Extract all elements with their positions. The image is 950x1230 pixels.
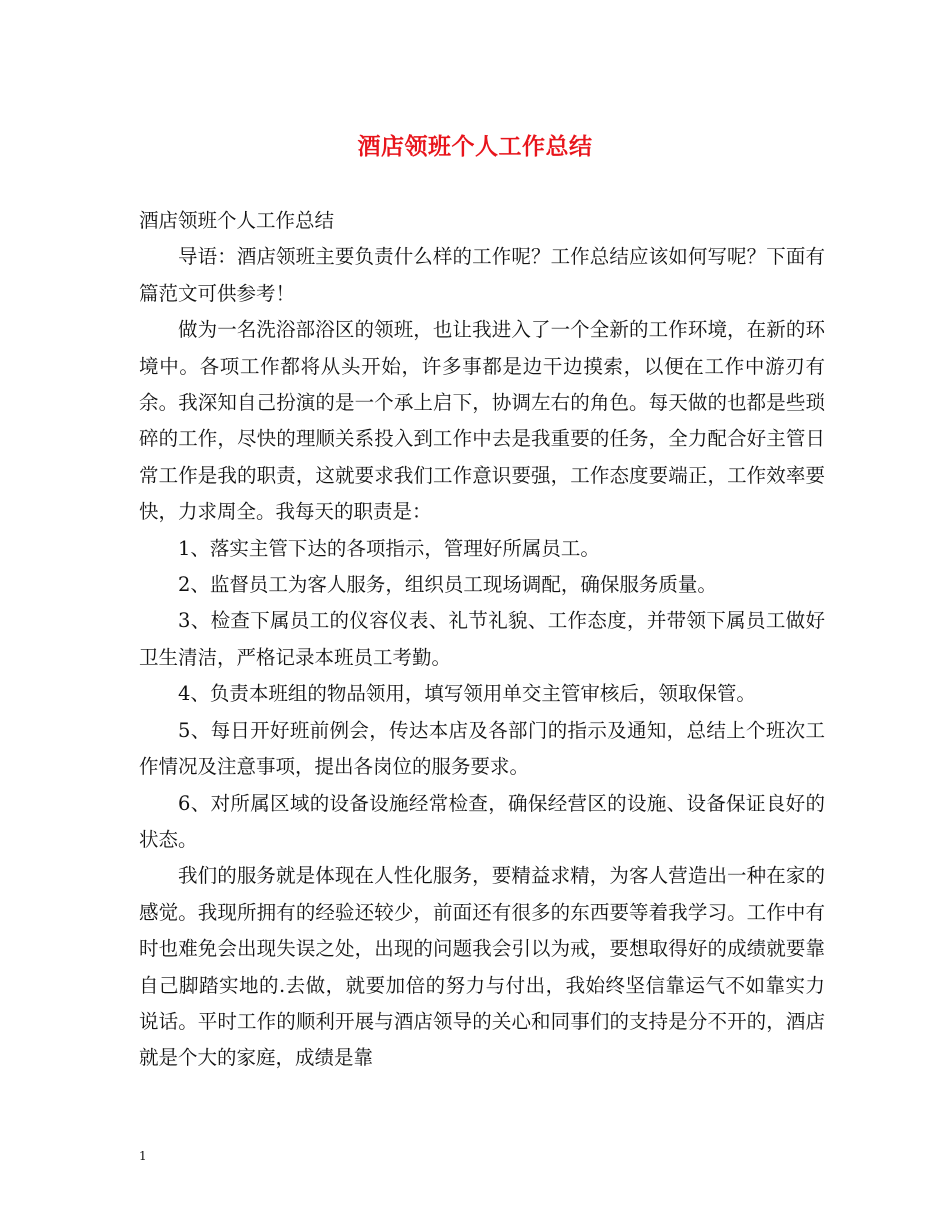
duty-item: 3、检查下属员工的仪容仪表、礼节礼貌、工作态度，并带领下属员工做好卫生清洁，严格记录本班员工考勤。 bbox=[139, 609, 825, 669]
intro-paragraph: 导语：酒店领班主要负责什么样的工作呢？工作总结应该如何写呢？下面有篇范文可供参考！ bbox=[139, 245, 825, 305]
duty-item: 4、负责本班组的物品领用，填写领用单交主管审核后，领取保管。 bbox=[178, 682, 756, 706]
duty-item: 5、每日开好班前例会，传达本店及各部门的指示及通知，总结上个班次工作情况及注意事项，提出各岗位的服务要求。 bbox=[139, 718, 825, 779]
duty-item: 1、落实主管下达的各项指示，管理好所属员工。 bbox=[178, 536, 600, 560]
page-number: 1 bbox=[139, 1149, 147, 1163]
body-paragraph: 我们的服务就是体现在人性化服务，要精益求精，为客人营造出一种在家的感觉。我现所拥有的经验还较少，前面还有很多的东西要等着我学习。工作中有时也难免会出现失误之处，出现的问题我会引以为戒，要想取得好的成绩就要靠自己脚踏实地的.去做，就要加倍的努力与付出，我始终坚信靠运气不如靠实力说话。平时工作的顺利开展与酒店领导的关心和同事们的支持是分不开的，酒店就是个大的家庭，成绩是靠 bbox=[139, 864, 825, 1070]
duty-item: 2、监督员工为客人服务，组织员工现场调配，确保服务质量。 bbox=[178, 573, 717, 597]
document-title: 酒店领班个人工作总结 bbox=[357, 133, 593, 160]
duty-item: 6、对所属区域的设备设施经常检查，确保经营区的设施、设备保证良好的状态。 bbox=[139, 791, 825, 851]
subtitle-line: 酒店领班个人工作总结 bbox=[139, 209, 335, 232]
body-paragraph: 做为一名洗浴部浴区的领班，也让我进入了一个全新的工作环境，在新的环境中。各项工作都将从头开始，许多事都是边干边摸索，以便在工作中游刃有余。我深知自己扮演的是一个承上启下，协调左右的角色。每天做的也都是些琐碎的工作，尽快的理顺关系投入到工作中去是我重要的任务，全力配合好主管日常工作是我的职责，这就要求我们工作意识要强，工作态度要端正，工作效率要快，力求周全。我每天的职责是： bbox=[139, 318, 825, 524]
document-body bbox=[139, 203, 825, 1077]
